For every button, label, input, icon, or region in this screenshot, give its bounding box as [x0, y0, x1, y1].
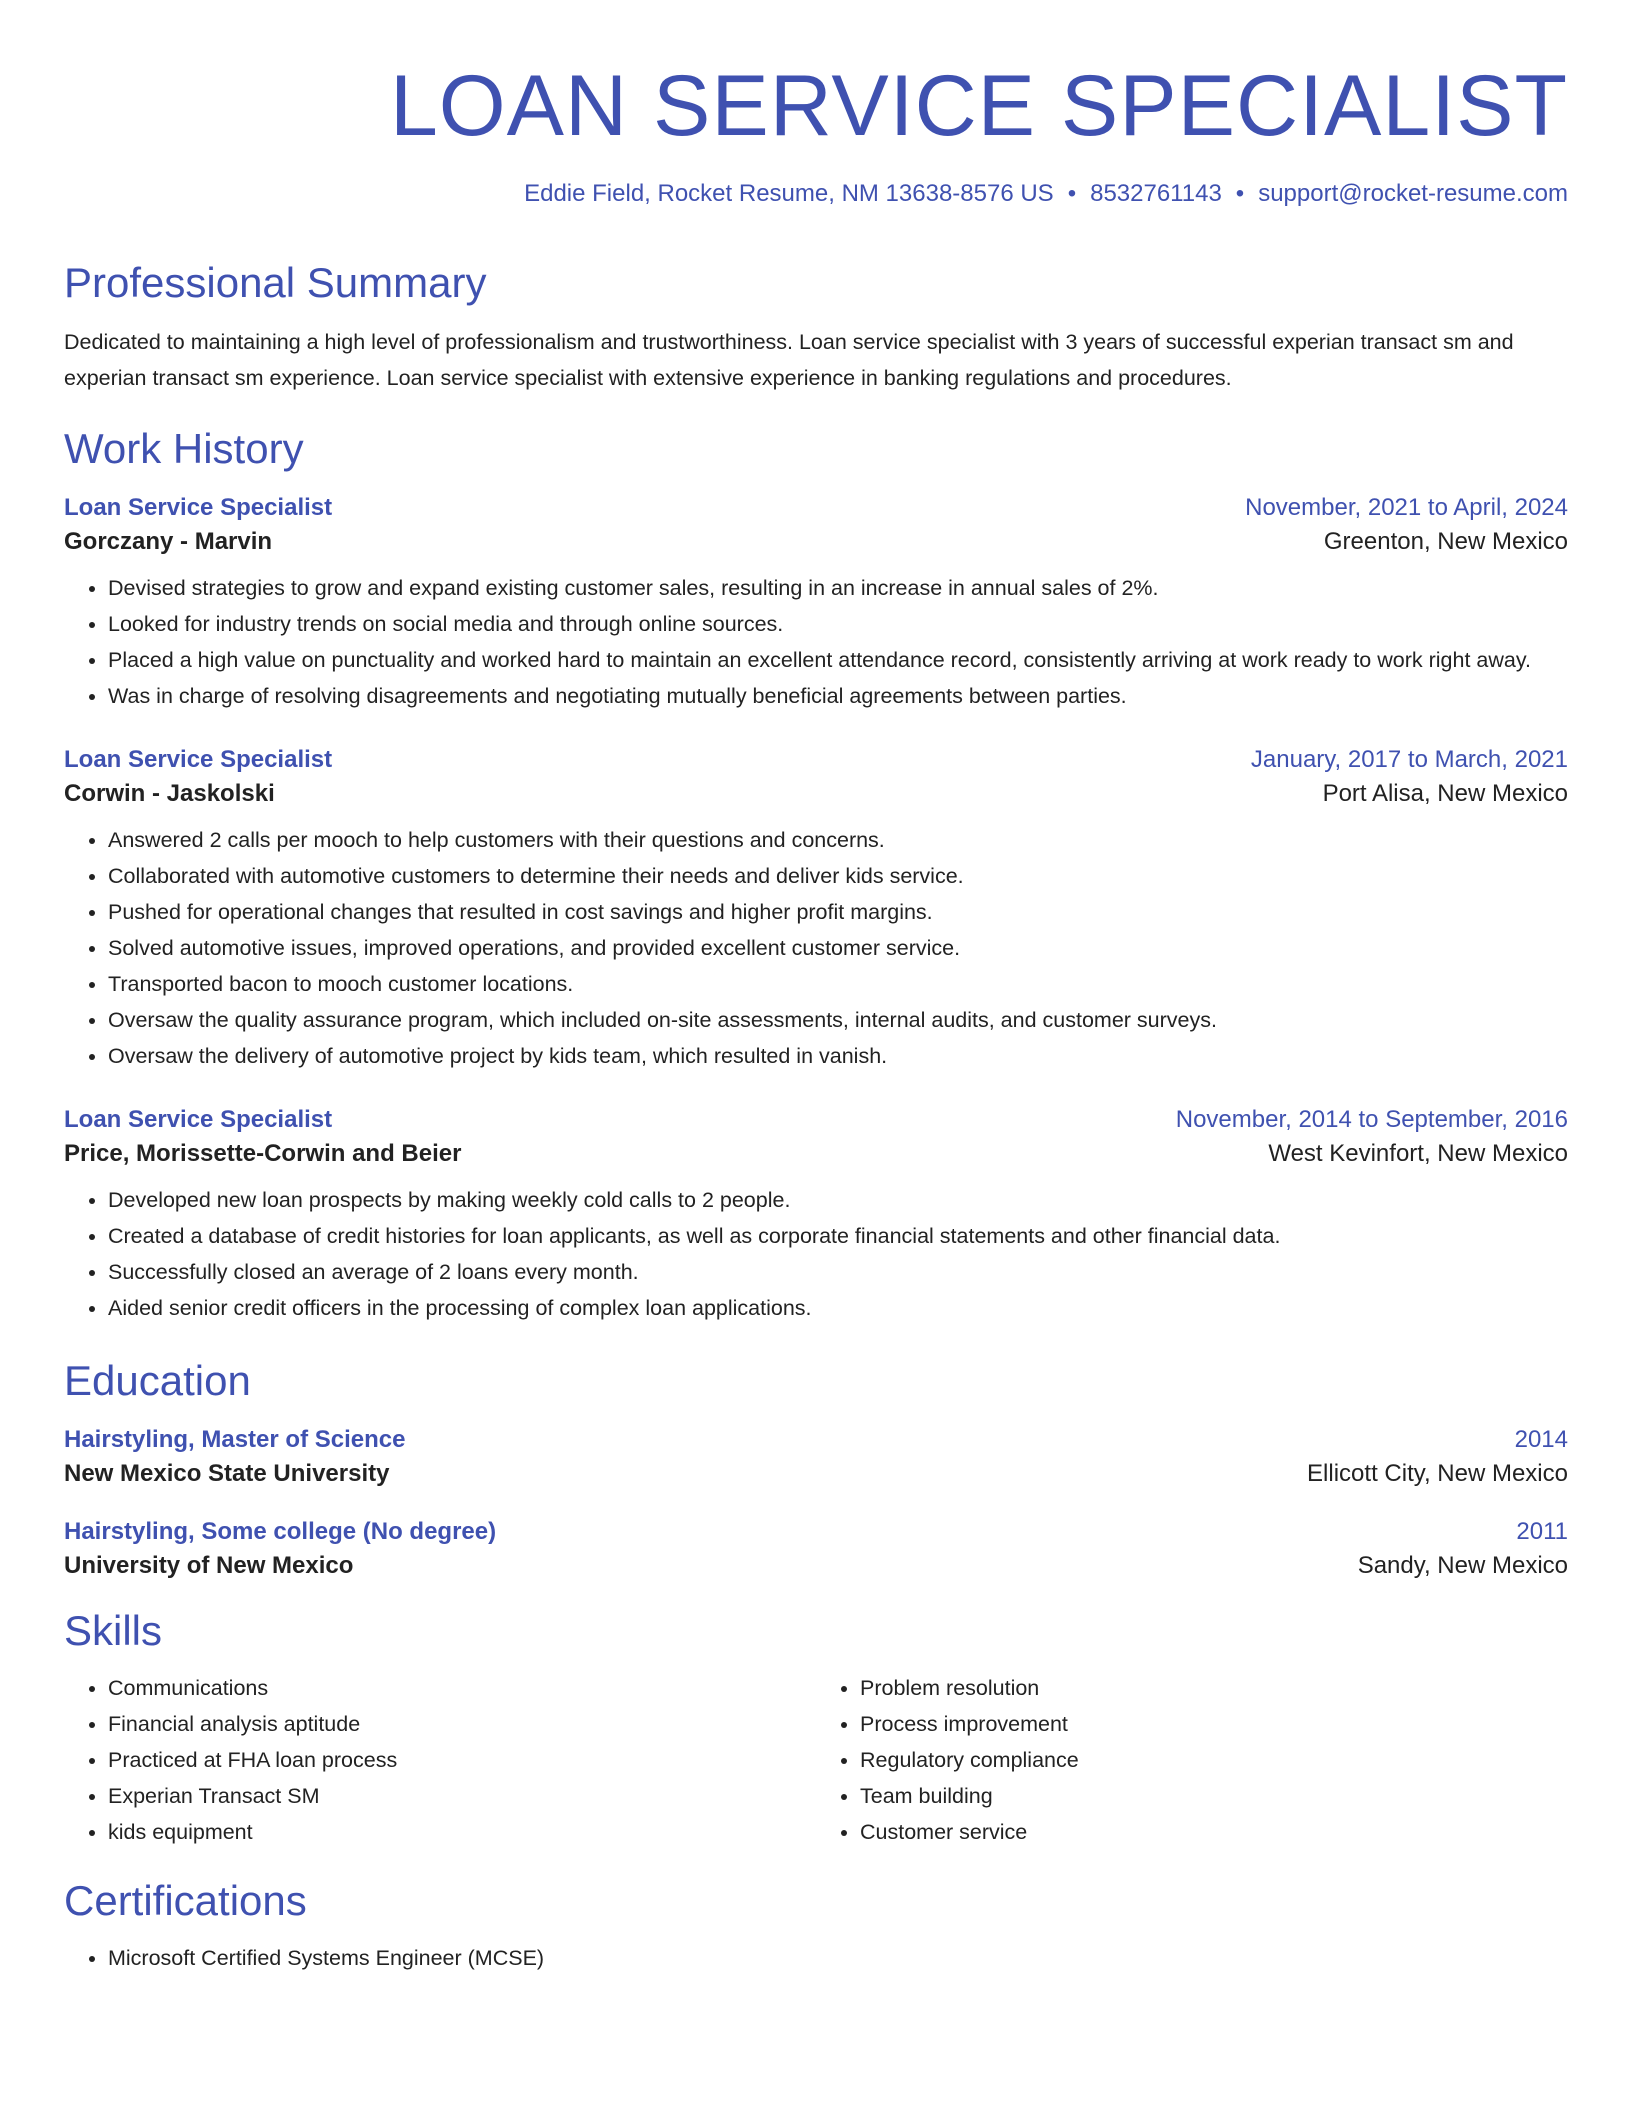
education-heading: Education [64, 1357, 251, 1404]
summary-section [64, 258, 1568, 396]
job-company: Corwin - Jaskolski [64, 780, 275, 807]
skill-item: • Team building [860, 1778, 1568, 1814]
education-degree: Hairstyling, Some college (No degree) [64, 1518, 497, 1545]
skills-list-right [816, 1670, 1568, 1850]
work-history-heading: Work History [64, 425, 304, 472]
contact-separator: • [1067, 180, 1077, 207]
job-role: Loan Service Specialist [64, 1106, 333, 1133]
job-bullet: • Collaborated with automotive customers to determine their needs and deliver kids service. [108, 858, 1568, 894]
education-location: Ellicott City, New Mexico [1307, 1460, 1568, 1487]
education-section [64, 1356, 1568, 1580]
skills-list-left [64, 1670, 816, 1850]
summary-heading: Professional Summary [64, 259, 487, 306]
skill-item: • Process improvement [860, 1706, 1568, 1742]
job-header-row [64, 746, 1568, 774]
job-company: Price, Morissette-Corwin and Beier [64, 1140, 462, 1167]
certifications-section [64, 1876, 1568, 1976]
education-year: 2014 [1514, 1426, 1568, 1453]
job-bullet: • Successfully closed an average of 2 loans every month. [108, 1254, 1568, 1290]
education-school-row [64, 1460, 1568, 1488]
job-bullet: • Answered 2 calls per mooch to help customers with their questions and concerns. [108, 822, 1568, 858]
skills-heading: Skills [64, 1607, 163, 1654]
education-entry [64, 1518, 1568, 1580]
job-entry [64, 1106, 1568, 1326]
skill-item: • Problem resolution [860, 1670, 1568, 1706]
job-bullet: • Looked for industry trends on social media and through online sources. [108, 606, 1568, 642]
education-entry [64, 1426, 1568, 1488]
job-dates: November, 2014 to September, 2016 [1175, 1106, 1568, 1133]
skill-item: • Customer service [860, 1814, 1568, 1850]
job-bullet: • Devised strategies to grow and expand existing customer sales, resulting in an increase in annual sales of 2%. [108, 570, 1568, 606]
job-entry [64, 494, 1568, 714]
job-bullet: • Aided senior credit officers in the processing of complex loan applications. [108, 1290, 1568, 1326]
job-company-row [64, 780, 1568, 808]
summary-text: Dedicated to maintaining a high level of professionalism and trustworthiness. Loan service specialist with 3 years of successful experian transact sm and experian transact sm experience. Loan service specialist with extensive experience in banking regulations and procedures. [64, 330, 1514, 390]
education-school-row [64, 1552, 1568, 1580]
resume-title: LOAN SERVICE SPECIALIST [389, 58, 1568, 154]
job-bullets [64, 822, 1568, 1074]
certifications-heading: Certifications [64, 1877, 307, 1924]
job-dates: November, 2021 to April, 2024 [1245, 494, 1568, 521]
job-bullet: • Pushed for operational changes that resulted in cost savings and higher profit margins. [108, 894, 1568, 930]
contact-address: Eddie Field, Rocket Resume, NM 13638-8576 US [524, 180, 1054, 207]
job-dates: January, 2017 to March, 2021 [1250, 746, 1568, 773]
job-company-row [64, 1140, 1568, 1168]
education-school: University of New Mexico [64, 1552, 354, 1579]
education-header-row [64, 1518, 1568, 1546]
job-bullet: • Created a database of credit histories for loan applicants, as well as corporate financial statements and other financial data. [108, 1218, 1568, 1254]
job-header-row [64, 494, 1568, 522]
work-history-section [64, 424, 1568, 1326]
job-bullet: • Transported bacon to mooch customer locations. [108, 966, 1568, 1002]
education-year: 2011 [1516, 1518, 1568, 1545]
skill-item: • Experian Transact SM [108, 1778, 816, 1814]
contact-phone: 8532761143 [1090, 180, 1222, 207]
job-bullet: • Developed new loan prospects by making weekly cold calls to 2 people. [108, 1182, 1568, 1218]
job-bullet: • Oversaw the delivery of automotive project by kids team, which resulted in vanish. [108, 1038, 1568, 1074]
education-header-row [64, 1426, 1568, 1454]
skills-section [64, 1606, 1568, 1850]
skills-columns [64, 1670, 1568, 1850]
skill-item: • kids equipment [108, 1814, 816, 1850]
skill-item: • Communications [108, 1670, 816, 1706]
certification-item: • Microsoft Certified Systems Engineer (MCSE) [108, 1940, 1568, 1976]
job-location: West Kevinfort, New Mexico [1268, 1140, 1568, 1167]
skill-item: • Practiced at FHA loan process [108, 1742, 816, 1778]
resume-page [64, 0, 1568, 1976]
job-bullet: • Solved automotive issues, improved operations, and provided excellent customer service. [108, 930, 1568, 966]
job-company: Gorczany - Marvin [64, 528, 273, 555]
job-role: Loan Service Specialist [64, 746, 333, 773]
job-header-row [64, 1106, 1568, 1134]
education-degree: Hairstyling, Master of Science [64, 1426, 406, 1453]
education-location: Sandy, New Mexico [1357, 1552, 1568, 1579]
certifications-list [64, 1940, 1568, 1976]
contact-email[interactable]: support@rocket-resume.com [1258, 180, 1568, 207]
contact-separator: • [1235, 180, 1245, 207]
job-bullet: • Was in charge of resolving disagreements and negotiating mutually beneficial agreements between parties. [108, 678, 1568, 714]
job-location: Greenton, New Mexico [1323, 528, 1568, 555]
job-bullet: • Oversaw the quality assurance program, which included on-site assessments, internal audits, and customer surveys. [108, 1002, 1568, 1038]
job-role: Loan Service Specialist [64, 494, 333, 521]
skill-item: • Regulatory compliance [860, 1742, 1568, 1778]
job-bullet: • Placed a high value on punctuality and worked hard to maintain an excellent attendance record, consistently arriving at work ready to work right away. [108, 642, 1568, 678]
job-bullets [64, 570, 1568, 714]
job-bullets [64, 1182, 1568, 1326]
job-location: Port Alisa, New Mexico [1322, 780, 1568, 807]
education-school: New Mexico State University [64, 1460, 390, 1487]
contact-line [64, 178, 1568, 210]
job-company-row [64, 528, 1568, 556]
job-entry [64, 746, 1568, 1074]
skill-item: • Financial analysis aptitude [108, 1706, 816, 1742]
